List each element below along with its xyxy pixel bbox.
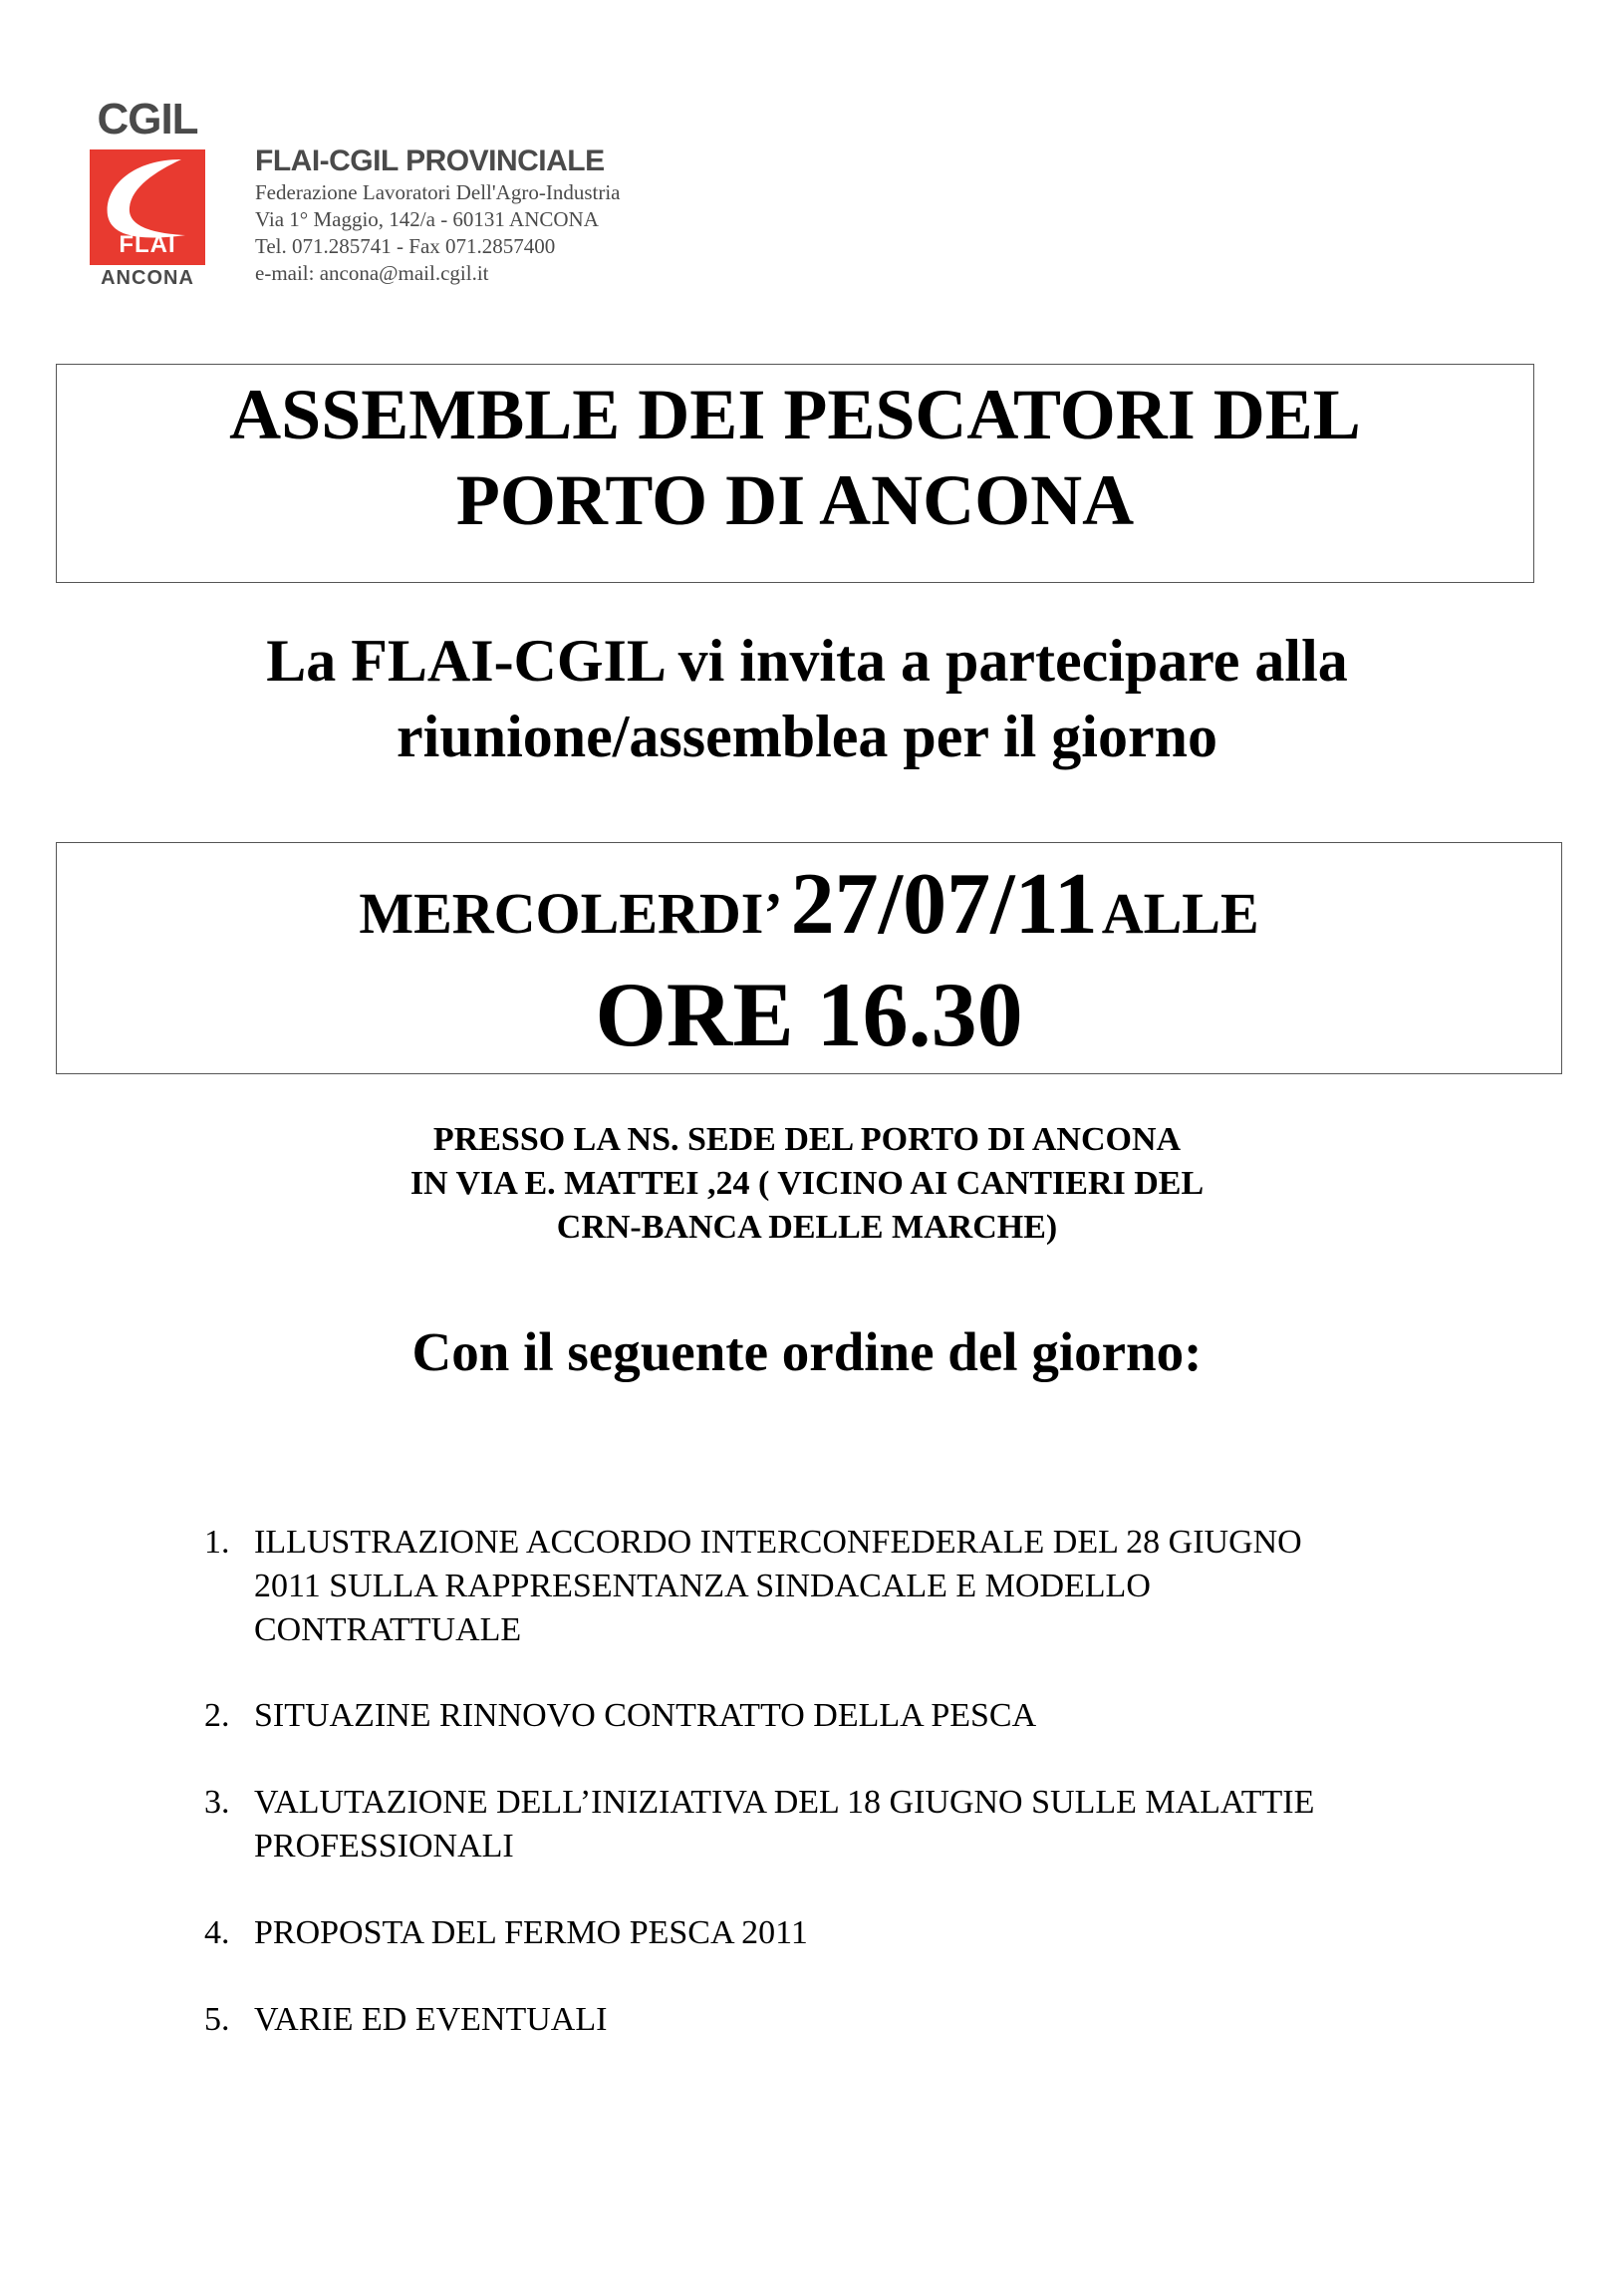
org-info — [255, 144, 620, 287]
agenda-item-2 — [204, 1694, 1489, 1738]
logo-ancona-text: ANCONA — [101, 267, 194, 289]
org-name: FLAI-CGIL PROVINCIALE — [255, 144, 605, 177]
org-line-phone: Tel. 071.285741 - Fax 071.2857400 — [255, 234, 556, 258]
agenda-item-number: 2. — [204, 1697, 230, 1734]
agenda-item-3-line-1: VALUTAZIONE DELL’INIZIATIVA DEL 18 GIUGNO SULLE MALATTIE — [254, 1784, 1315, 1821]
agenda-item-number: 4. — [204, 1914, 230, 1951]
invite-line-1: La FLAI-CGIL vi invita a partecipare alla — [266, 628, 1348, 694]
title-line-2: PORTO DI ANCONA — [455, 460, 1135, 540]
agenda-item-4-line-1: PROPOSTA DEL FERMO PESCA 2011 — [254, 1914, 808, 1951]
title-line-1: ASSEMBLE DEI PESCATORI DEL — [229, 375, 1361, 454]
agenda-item-text — [254, 1911, 1489, 1955]
agenda-item-number: 3. — [204, 1784, 230, 1821]
agenda-item-text — [254, 1521, 1489, 1652]
event-alle: ALLE — [1101, 881, 1259, 946]
logo-cgil-text: CGIL — [97, 95, 198, 144]
invite-line-2: riunione/assemblea per il giorno — [397, 704, 1217, 769]
agenda-heading: Con il seguente ordine del giorno: — [411, 1321, 1203, 1382]
agenda-item-5-line-1: VARIE ED EVENTUALI — [254, 2001, 608, 2038]
event-time: ORE 16.30 — [595, 964, 1023, 1065]
location-line-1: PRESSO LA NS. SEDE DEL PORTO DI ANCONA — [432, 1121, 1182, 1158]
agenda-item-1-line-1: ILLUSTRAZIONE ACCORDO INTERCONFEDERALE DEL 28 GIUGNO — [254, 1524, 1302, 1561]
agenda-item-3-line-2: PROFESSIONALI — [254, 1828, 514, 1865]
agenda-item-number: 1. — [204, 1524, 230, 1561]
agenda-item-1-line-2: 2011 SULLA RAPPRESENTANZA SINDACALE E MODELLO — [254, 1568, 1151, 1604]
agenda-item-1-line-3: CONTRATTUALE — [254, 1611, 522, 1648]
location-line-3: CRN-BANCA DELLE MARCHE) — [556, 1209, 1058, 1246]
agenda-item-2-line-1: SITUAZINE RINNOVO CONTRATTO DELLA PESCA — [254, 1697, 1037, 1734]
org-line-email: e-mail: ancona@mail.cgil.it — [255, 261, 489, 285]
agenda-item-text — [254, 1694, 1489, 1738]
agenda-item-text — [254, 1781, 1489, 1868]
agenda-item-4 — [204, 1911, 1489, 1955]
org-line-address: Via 1° Maggio, 142/a - 60131 ANCONA — [255, 207, 599, 231]
agenda-item-5 — [204, 1998, 1489, 2042]
logo-red-square — [90, 149, 205, 265]
agenda-item-number: 5. — [204, 2001, 230, 2038]
agenda-item-1 — [204, 1521, 1489, 1652]
cgil-flai-logo — [88, 95, 207, 292]
agenda-item-3 — [204, 1781, 1489, 1868]
agenda-item-text — [254, 1998, 1489, 2042]
location-line-2: IN VIA E. MATTEI ,24 ( VICINO AI CANTIERI DEL — [409, 1165, 1205, 1202]
logo-flai-text: FLAI — [119, 231, 176, 258]
event-day: MERCOLERDI’ — [359, 881, 783, 946]
page-title — [56, 372, 1534, 543]
event-location — [0, 1118, 1614, 1250]
event-date: 27/07/11 — [790, 856, 1098, 953]
org-line-federation: Federazione Lavoratori Dell'Agro-Industria — [255, 180, 621, 204]
invitation-text — [0, 623, 1614, 774]
